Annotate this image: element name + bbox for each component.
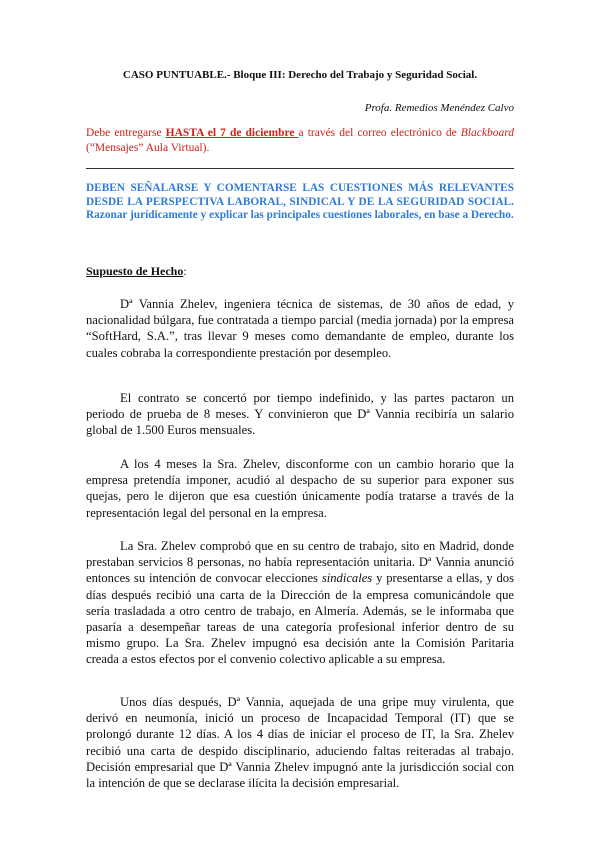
paragraph-5: Unos días después, Dª Vannia, aquejada de una gripe muy virulenta, que derivó en neumonía, inició un proceso de Incapacidad Temporal (IT) que se prolongó durante 12 días. A los 4 días de iniciar el proceso de IT, la Sra. Zhelev recibió una carta de despido disciplinario, aduciendo faltas reiteradas al trabajo. Decisión empresarial que Dª Vannia Zhelev impugnó ante la jurisdicción social con la intención de que se declarase ilícita la decisión empresarial. <box>86 695 514 791</box>
horizontal-divider <box>86 168 514 169</box>
document-title: CASO PUNTUABLE.- Bloque III: Derecho del Trabajo y Seguridad Social. <box>122 69 478 81</box>
section-heading <box>86 264 187 278</box>
deadline-date: HASTA el 7 de diciembre <box>165 127 299 139</box>
deadline-prefix: Debe entregarse <box>86 127 166 139</box>
deadline-notice <box>86 126 514 156</box>
paragraph-4-part-a: La Sra. Zhelev comprobó que en su centro de trabajo, sito en Madrid, donde prestaban servicios 8 personas, no había representación unitaria. Dª Vannia anunció entonces su intención de convocar elecciones <box>86 539 514 586</box>
author-line: Profa. Remedios Menéndez Calvo <box>364 102 514 114</box>
deadline-platform: Blackboard <box>460 127 515 139</box>
section-heading-text: Supuesto de Hecho <box>86 264 184 278</box>
paragraph-4 <box>86 538 514 668</box>
deadline-suffix: (“Mensajes” Aula Virtual). <box>86 142 210 154</box>
paragraph-4-part-c: y presentarse a ellas, y dos días después recibió una carta de la Dirección de la empresa comunicándole que sería trasladada a otro centro de trabajo, en Almería. Además, se le informaba que pasaría a desempeñar tareas de una categoría profesional inferior dentro de su mismo grupo. La Sra. Zhelev impugnó esa decisión ante la Comisión Paritaria creada a estos efectos por el convenio colectivo aplicable a su empresa. <box>86 571 514 667</box>
paragraph-4-italic: sindicales <box>321 571 373 586</box>
section-heading-colon: : <box>183 264 187 278</box>
deadline-middle: a través del correo electrónico de <box>298 127 461 139</box>
paragraph-1: Dª Vannia Zhelev, ingeniera técnica de sistemas, de 30 años de edad, y nacionalidad búlgara, fue contratada a tiempo parcial (media jornada) por la empresa “SoftHard, S.A.”, tras llevar 9 meses como demandante de empleo, durante los cuales cobraba la correspondiente prestación por desempleo. <box>86 297 514 360</box>
paragraph-3: A los 4 meses la Sra. Zhelev, disconforme con un cambio horario que la empresa pretendía imponer, acudió al despacho de su superior para exponer sus quejas, pero le dijeron que esa cuestión únicamente podía tratarse a través de la representación legal del personal en la empresa. <box>86 457 514 520</box>
instructions-block: DEBEN SEÑALARSE Y COMENTARSE LAS CUESTIONES MÁS RELEVANTES DESDE LA PERSPECTIVA LABORAL, SINDICAL Y DE LA SEGURIDAD SOCIAL. Razonar jurídicamente y explicar las principales cuestiones laborales, en base a Derecho. <box>86 182 514 222</box>
paragraph-2: El contrato se concertó por tiempo indefinido, y las partes pactaron un periodo de prueba de 8 meses. Y convinieron que Dª Vannia recibiría un salario global de 1.500 Euros mensuales. <box>86 391 514 438</box>
